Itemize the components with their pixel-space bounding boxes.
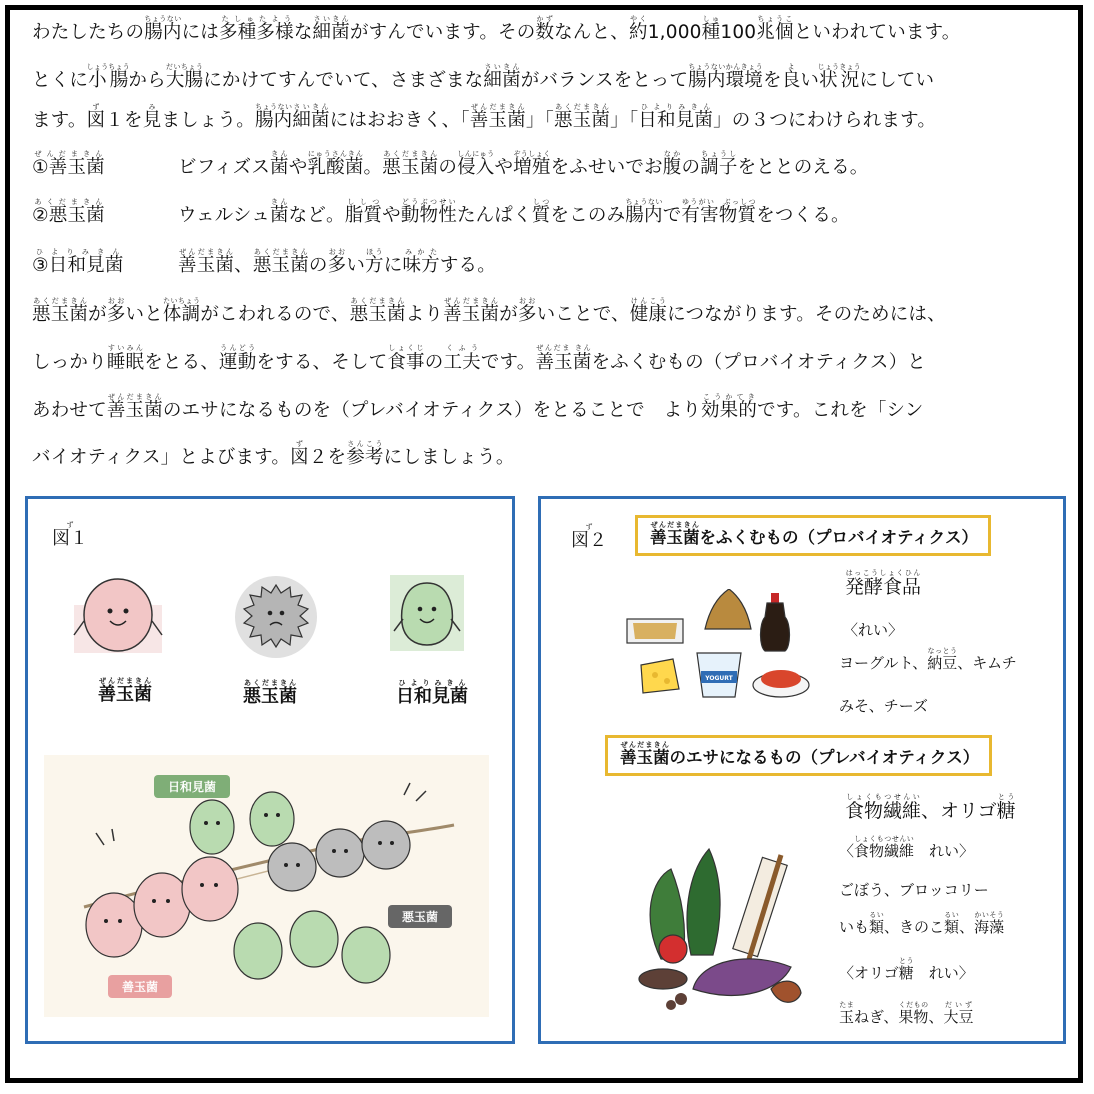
- fermented-food-heading: 発酵食品はっこうしょくひん: [845, 569, 922, 598]
- fiber-examples-1: ごぼう、ブロッコリー: [839, 881, 989, 899]
- prebiotics-title: 善玉菌ぜんだまきんのエサになるもの（プレバイオティクス）: [605, 735, 992, 776]
- text-line-6: あわせて善玉菌ぜんだまきんのエサになるものを（プレバイオティクス）をとることで より効果的こうかてきです。これを「シン: [32, 393, 924, 421]
- tag-hiyorimi: 日和見菌: [154, 775, 230, 798]
- text-line-5: しっかり睡眠すいみんをとる、運動うんどうをする、そして食事しょくじの工夫くふうです。善玉菌ぜんだま きんをふくむもの（プロバイオティクス）と: [32, 344, 926, 373]
- vegetables-illustration: [631, 839, 811, 1015]
- definition-akudama: ②悪玉菌あくだまきんウェルシュ菌きんなど。脂質ししつや動物性どうぶつせいたんぱく質しつをこのみ腸内ちょうないで有害物質ゆうがい ぶっしつをつくる。: [32, 198, 850, 226]
- probiotics-example-label: 〈れい〉: [843, 621, 904, 639]
- fiber-example-label: 〈食物繊維しょくもつせんい れい〉: [839, 835, 975, 860]
- figure-1-label: 図１ず: [52, 521, 88, 549]
- text-line-4: 悪玉菌あくだまきんが多おおいと体調たいちょうがこわれるので、悪玉菌あくだまきんより善玉菌ぜんだまきんが多おおいことで、健康けんこうにつながります。そのためには、: [32, 297, 946, 325]
- prebiotics-heading: 食物繊維しょくもつせんい、オリゴ糖とう: [845, 793, 1016, 822]
- oligo-examples: 玉たまねぎ、果物くだもの、大豆だいず: [839, 1001, 974, 1026]
- yogurt-label: YOGURT: [705, 675, 733, 682]
- oligo-example-label: 〈オリゴ糖とう れい〉: [839, 957, 974, 982]
- probiotics-title: 善玉菌ぜんだまきんをふくむもの（プロバイオティクス）: [635, 515, 991, 556]
- fermented-foods-illustration: [621, 589, 811, 709]
- hiyorimi-label: 日和見菌ひよりみきん: [396, 679, 468, 707]
- text-line-1: わたしたちの腸内ちょうないには多種多様たしゅたような細菌さいきんがすんでいます。その数かずなんと、約やく1,000種しゅ100兆個ちょうこといわれています。: [32, 15, 961, 43]
- zendama-label: 善玉菌ぜんだまきん: [98, 677, 152, 705]
- definition-zendama: ①善玉菌ぜんだまきんビフィズス菌きんや乳酸菌にゅうさんきん。悪玉菌あくだまきんの侵入しんにゅうや増殖ぞうしょくをふせいでお腹なかの調子ちょうしをととのえる。: [32, 150, 869, 178]
- figure-2-panel: [538, 496, 1066, 1044]
- fiber-examples-2: いも類るい、きのこ類るい、海藻かいそう: [839, 911, 1005, 936]
- tag-zendama: 善玉菌: [108, 975, 172, 998]
- text-line-7: バイオティクス」とよびます。図ず２を参考さんこうにしましょう。: [32, 440, 515, 468]
- figure-2-label: 図２ず: [571, 523, 607, 551]
- text-line-2: とくに小腸しょうちょうから大腸だいちょうにかけてすんでいて、さまざまな細菌さいきんがバランスをとって腸内環境ちょうないかんきょうを良よい状況じょうきょうにしてい: [32, 63, 935, 91]
- definition-hiyorimi: ③日和見菌ひよりみきん善玉菌ぜんだまきん、悪玉菌あくだまきんの多おおい方ほうに味方みかたする。: [32, 248, 496, 276]
- akudama-label: 悪玉菌あくだまきん: [243, 679, 297, 707]
- text-line-3: ます。図ず１を見みましょう。腸内ちょうない細菌さいきんにはおおきく、「善玉菌ぜんだまきん」「悪玉菌あくだまきん」「日和見菌ひよりみきん」の３つにわけられます。: [32, 103, 937, 131]
- figure-1-panel: [25, 496, 515, 1044]
- tag-akudama: 悪玉菌: [388, 905, 452, 928]
- probiotics-examples-2: みそ、チーズ: [839, 697, 928, 715]
- zendama-character-icon: [72, 575, 164, 655]
- akudama-character-icon: [230, 575, 322, 659]
- hiyorimi-character-icon: [390, 575, 464, 651]
- probiotics-examples-1: ヨーグルト、納豆なっとう、キムチ: [839, 647, 1017, 672]
